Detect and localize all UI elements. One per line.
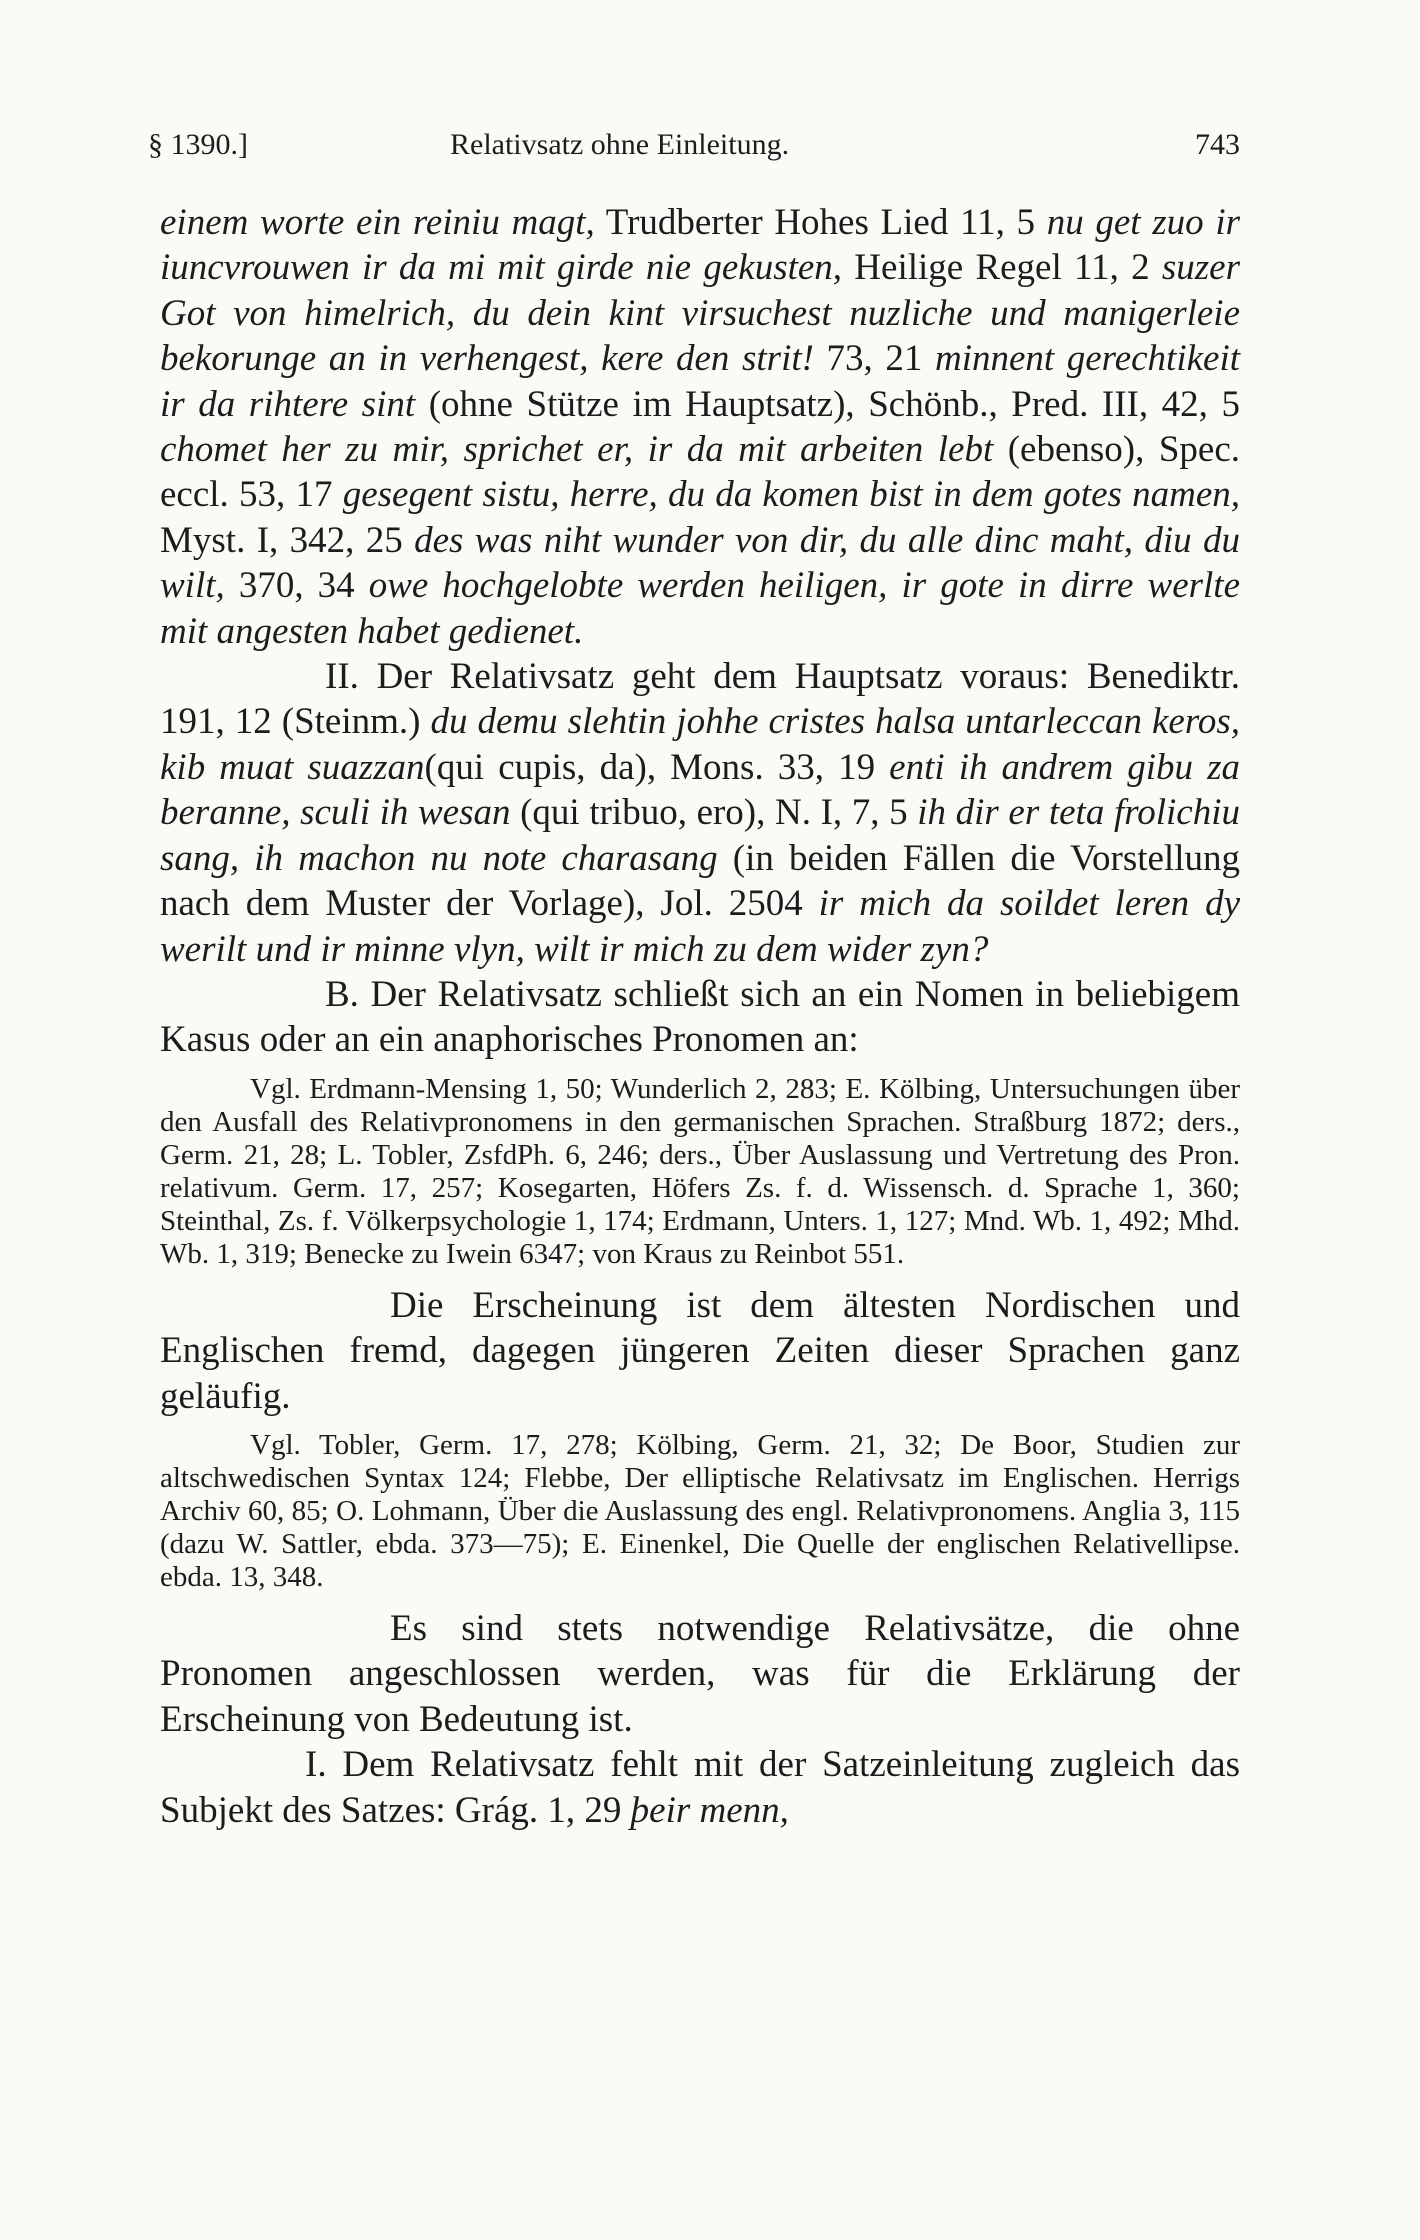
paragraph-section-i: [160, 1742, 1240, 1833]
footnote-references-2: Vgl. Tobler, Germ. 17, 278; Kölbing, Germ. 21, 32; De Boor, Studien zur altschwedischen Syntax 124; Flebbe, Der elliptische Relativsatz im Englischen. Herrigs Archiv 60, 85; O. Lohmann, Über die Auslassung des engl. Relativpronomens. Anglia 3, 115 (dazu W. Sattler, ebda. 373—75); E. Einenkel, Die Quelle der englischen Relativellipse. ebda. 13, 348.: [160, 1428, 1240, 1593]
footnote-references-1: Vgl. Erdmann-Mensing 1, 50; Wunderlich 2, 283; E. Kölbing, Untersuchungen über den Ausfall des Relativpronomens in den germanischen Sprachen. Straßburg 1872; ders., Germ. 21, 28; L. Tobler, ZsfdPh. 6, 246; ders., Über Auslassung und Vertretung des Pron. relativum. Germ. 17, 257; Kosegarten, Höfers Zs. f. d. Wissensch. d. Sprache 1, 360; Steinthal, Zs. f. Völkerpsychologie 1, 174; Erdmann, Unters. 1, 127; Mnd. Wb. 1, 492; Mhd. Wb. 1, 319; Benecke zu Iwein 6347; von Kraus zu Reinbot 551.: [160, 1072, 1240, 1270]
page-body: [160, 200, 1240, 1833]
text-run: (qui cupis, da), Mons. 33, 19: [424, 746, 890, 788]
italic-quotation: ir mich da soildet leren dy werilt und ir minne vlyn, wilt ir mich zu dem wider zyn?: [160, 883, 1240, 970]
italic-quotation: minnent gerechtikeit ir da rihtere sint: [160, 338, 1241, 425]
paragraph-relative-clause-precedes: [160, 654, 1240, 972]
text-run: (qui tribuo, ero), N. I, 7, 5: [510, 792, 918, 834]
italic-quotation: du demu slehtin johhe cristes halsa untarleccan keros, kib muat suazzan: [160, 701, 1241, 788]
italic-quotation: suzer Got von himelrich, du dein kint virsuchest nuzliche und manigerleie bekorunge an in verhengest, kere den strit!: [160, 247, 1240, 380]
text-run: Myst. I, 342, 25: [160, 519, 415, 561]
italic-quotation: des was niht wunder von dir, du alle dinc maht, diu du wilt,: [160, 519, 1240, 607]
italic-quotation: þeir menn,: [630, 1789, 789, 1831]
italic-quotation: einem worte ein reiniu magt,: [160, 202, 595, 243]
text-run: 370, 34: [224, 565, 369, 607]
page-number: 743: [1195, 128, 1240, 161]
running-title: Relativsatz ohne Einleitung.: [450, 128, 790, 161]
italic-quotation: enti ih andrem gibu za beranne, sculi ih wesan: [160, 746, 1241, 834]
running-header: [148, 128, 1240, 172]
paragraph-section-b: B. Der Relativsatz schließt sich an ein Nomen in beliebigem Kasus oder an ein anaphorisches Pronomen an:: [160, 973, 1240, 1061]
section-number: § 1390.]: [148, 128, 248, 161]
text-run: (ebenso), Spec. eccl. 53, 17: [160, 429, 1241, 516]
italic-quotation: nu get zuo ir iuncvrouwen ir da mi mit girde nie gekusten,: [160, 202, 1240, 289]
text-run: Trudberter Hohes Lied 11, 5: [594, 202, 1047, 243]
italic-quotation: owe hochgelobte werden heiligen, ir gote in dirre werlte mit angesten habet gedienet.: [160, 565, 1240, 652]
italic-quotation: ih dir er teta frolichiu sang, ih machon nu note charasang: [160, 792, 1241, 879]
text-run: Heilige Regel 11, 2: [842, 247, 1162, 289]
text-run: (ohne Stütze im Hauptsatz), Schönb., Pred. III, 42, 5: [415, 383, 1240, 425]
text-run: (in beiden Fällen die Vorstellung nach dem Muster der Vorlage), Jol. 2504: [160, 837, 1240, 925]
italic-quotation: gesegent sistu, herre, du da komen bist in dem gotes namen,: [342, 474, 1241, 516]
text-run: II. Der Relativsatz geht dem Hauptsatz voraus: Benediktr. 191, 12 (Steinm.): [160, 656, 1240, 743]
paragraph-nordic-english: Die Erscheinung ist dem ältesten Nordischen und Englischen fremd, dagegen jüngeren Zeiten dieser Sprachen ganz geläufig.: [160, 1284, 1240, 1417]
text-run: I. Dem Relativsatz fehlt mit der Satzeinleitung zugleich das Subjekt des Satzes: Grág. 1, 29: [160, 1744, 1240, 1831]
italic-quotation: chomet her zu mir, sprichet er, ir da mit arbeiten lebt: [160, 429, 994, 471]
text-run: 73, 21: [813, 338, 935, 380]
paragraph-examples-continued: [160, 200, 1240, 654]
paragraph-necessary-relatives: Es sind stets notwendige Relativsätze, die ohne Pronomen angeschlossen werden, was für die Erklärung der Erscheinung von Bedeutung ist.: [160, 1607, 1240, 1740]
